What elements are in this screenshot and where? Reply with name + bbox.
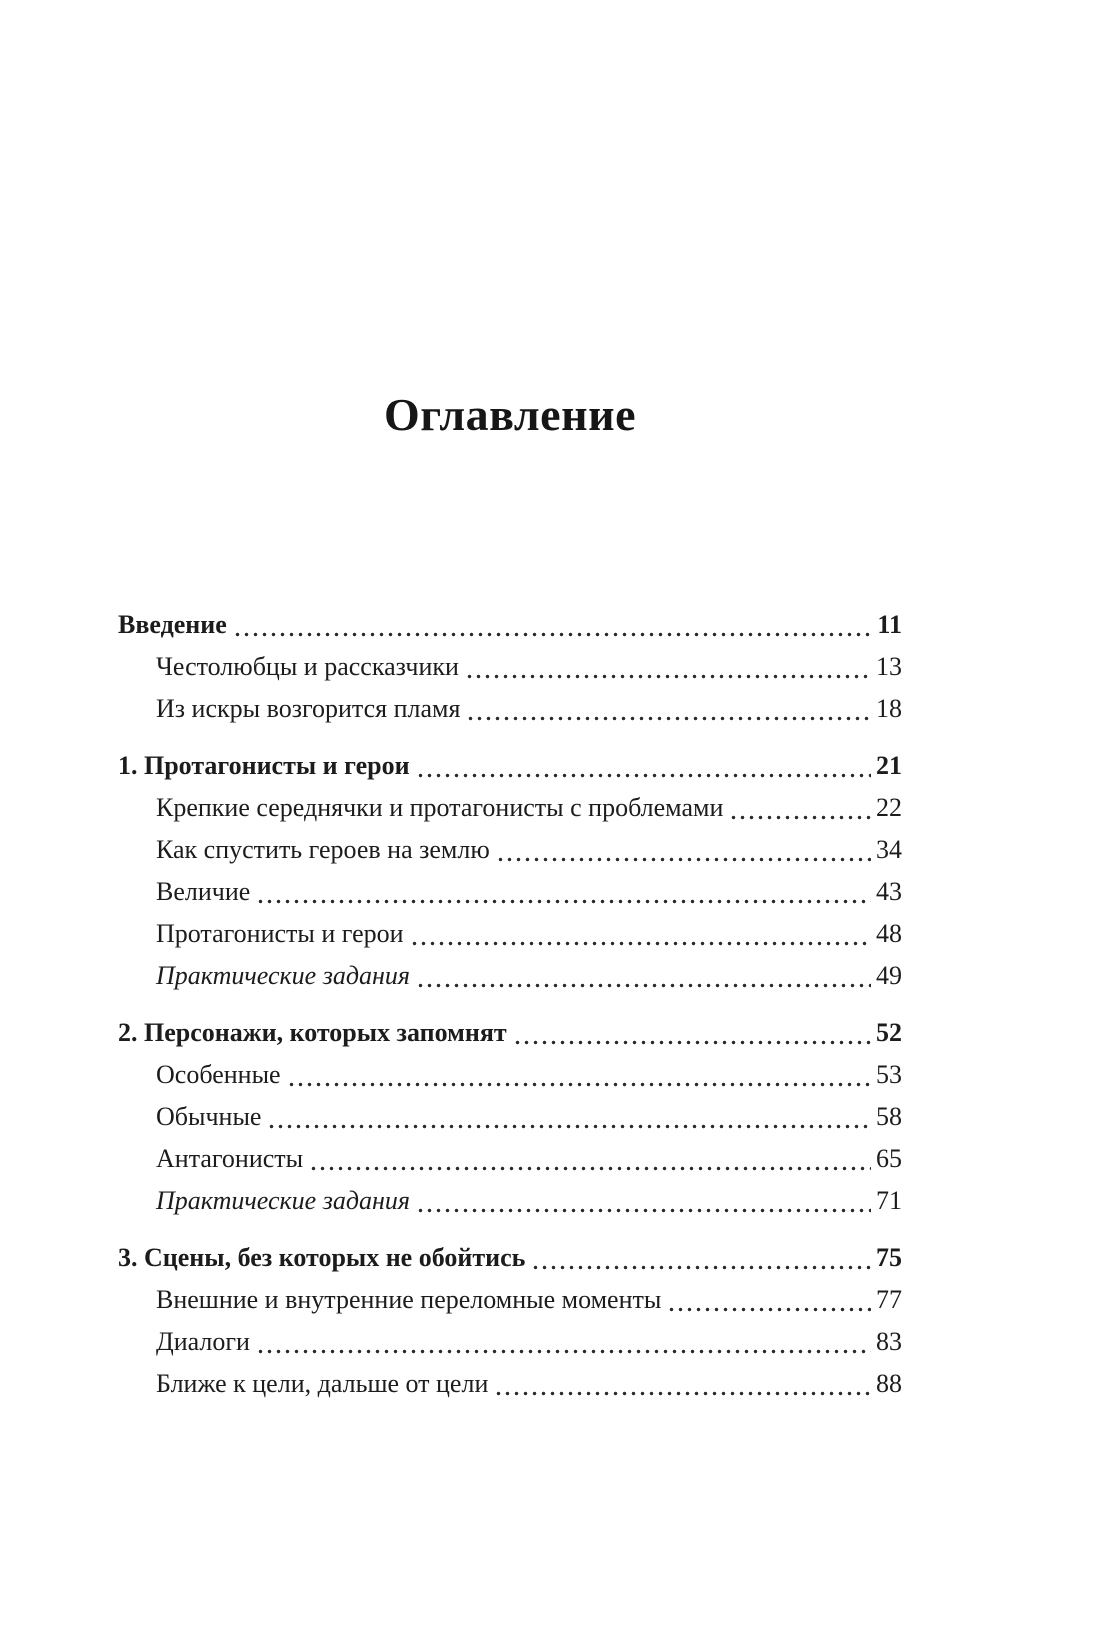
toc-leader-dots (416, 773, 871, 778)
toc-entry-label: 3. Сцены, без которых не обойтись (118, 1243, 526, 1272)
toc-entry (118, 913, 902, 955)
toc-entry-label: 1. Протагонисты и герои (118, 751, 410, 780)
page-title: Оглавление (383, 389, 637, 440)
toc-entry-label: Диалоги (156, 1327, 250, 1356)
toc-leader-dots (233, 632, 873, 637)
toc-list (118, 604, 902, 1405)
toc-leader-dots (729, 815, 871, 820)
toc-page-number: 34 (876, 835, 902, 864)
toc-page-number: 83 (876, 1327, 902, 1356)
toc-entry (118, 871, 902, 913)
toc-leader-dots (267, 1124, 871, 1129)
toc-leader-dots (410, 941, 871, 946)
toc-page-number: 43 (876, 877, 902, 906)
toc-leader-dots (667, 1307, 871, 1312)
toc-entry-label: Крепкие середнячки и протагонисты с проблемами (156, 793, 724, 822)
toc-entry-label: Ближе к цели, дальше от цели (156, 1369, 489, 1398)
toc-entry (118, 604, 902, 646)
toc-leader-dots (256, 899, 871, 904)
toc-entry (118, 1237, 902, 1279)
toc-entry (118, 1279, 902, 1321)
toc-entry-label: Протагонисты и герои (156, 919, 404, 948)
toc-entry (118, 1138, 902, 1180)
toc-leader-dots (531, 1265, 871, 1270)
toc-entry (118, 1012, 902, 1054)
toc-entry (118, 787, 902, 829)
toc-page-number: 18 (876, 694, 902, 723)
toc-entry-label: Введение (118, 610, 227, 639)
toc-entry (118, 646, 902, 688)
toc-entry (118, 1180, 902, 1222)
toc-entry-label: Практические задания (156, 961, 410, 990)
toc-page-number: 71 (876, 1186, 902, 1215)
toc-page-number: 88 (876, 1369, 902, 1398)
toc-entry (118, 1054, 902, 1096)
toc-entry-label: 2. Персонажи, которых запомнят (118, 1018, 507, 1047)
toc-leader-dots (465, 674, 871, 679)
toc-page-number: 65 (876, 1144, 902, 1173)
toc-leader-dots (256, 1349, 871, 1354)
toc-entry-label: Величие (156, 877, 251, 906)
toc-entry-label: Антагонисты (156, 1144, 304, 1173)
toc-page-number: 58 (876, 1102, 902, 1131)
toc-page-number: 13 (876, 652, 902, 681)
toc-entry (118, 745, 902, 787)
toc-page-number: 53 (876, 1060, 902, 1089)
toc-leader-dots (513, 1040, 871, 1045)
toc-entry-label: Практические задания (156, 1186, 410, 1215)
toc-leader-dots (309, 1166, 871, 1171)
toc-entry-label: Как спустить героев на землю (156, 835, 490, 864)
toc-page-number: 52 (876, 1018, 902, 1047)
toc-leader-dots (287, 1082, 871, 1087)
toc-entry (118, 1363, 902, 1405)
toc-entry-label: Честолюбцы и рассказчики (156, 652, 459, 681)
toc-page-number: 11 (877, 610, 902, 639)
toc-leader-dots (496, 857, 871, 862)
toc-entry-label: Обычные (156, 1102, 262, 1131)
toc-entry (118, 955, 902, 997)
toc-entry-label: Внешние и внутренние переломные моменты (156, 1285, 662, 1314)
toc-page-number: 77 (876, 1285, 902, 1314)
toc-entry (118, 688, 902, 730)
toc-page-number: 75 (876, 1243, 902, 1272)
toc-entry (118, 1096, 902, 1138)
toc-page-number: 22 (876, 793, 902, 822)
toc-page-number: 49 (876, 961, 902, 990)
toc-leader-dots (494, 1391, 871, 1396)
toc-entry (118, 829, 902, 871)
toc-leader-dots (416, 1208, 871, 1213)
toc-leader-dots (466, 716, 871, 721)
toc-leader-dots (416, 983, 871, 988)
toc-entry-label: Особенные (156, 1060, 281, 1089)
toc-entry (118, 1321, 902, 1363)
toc-page-number: 21 (876, 751, 902, 780)
toc-page-number: 48 (876, 919, 902, 948)
toc-entry-label: Из искры возгорится пламя (156, 694, 461, 723)
